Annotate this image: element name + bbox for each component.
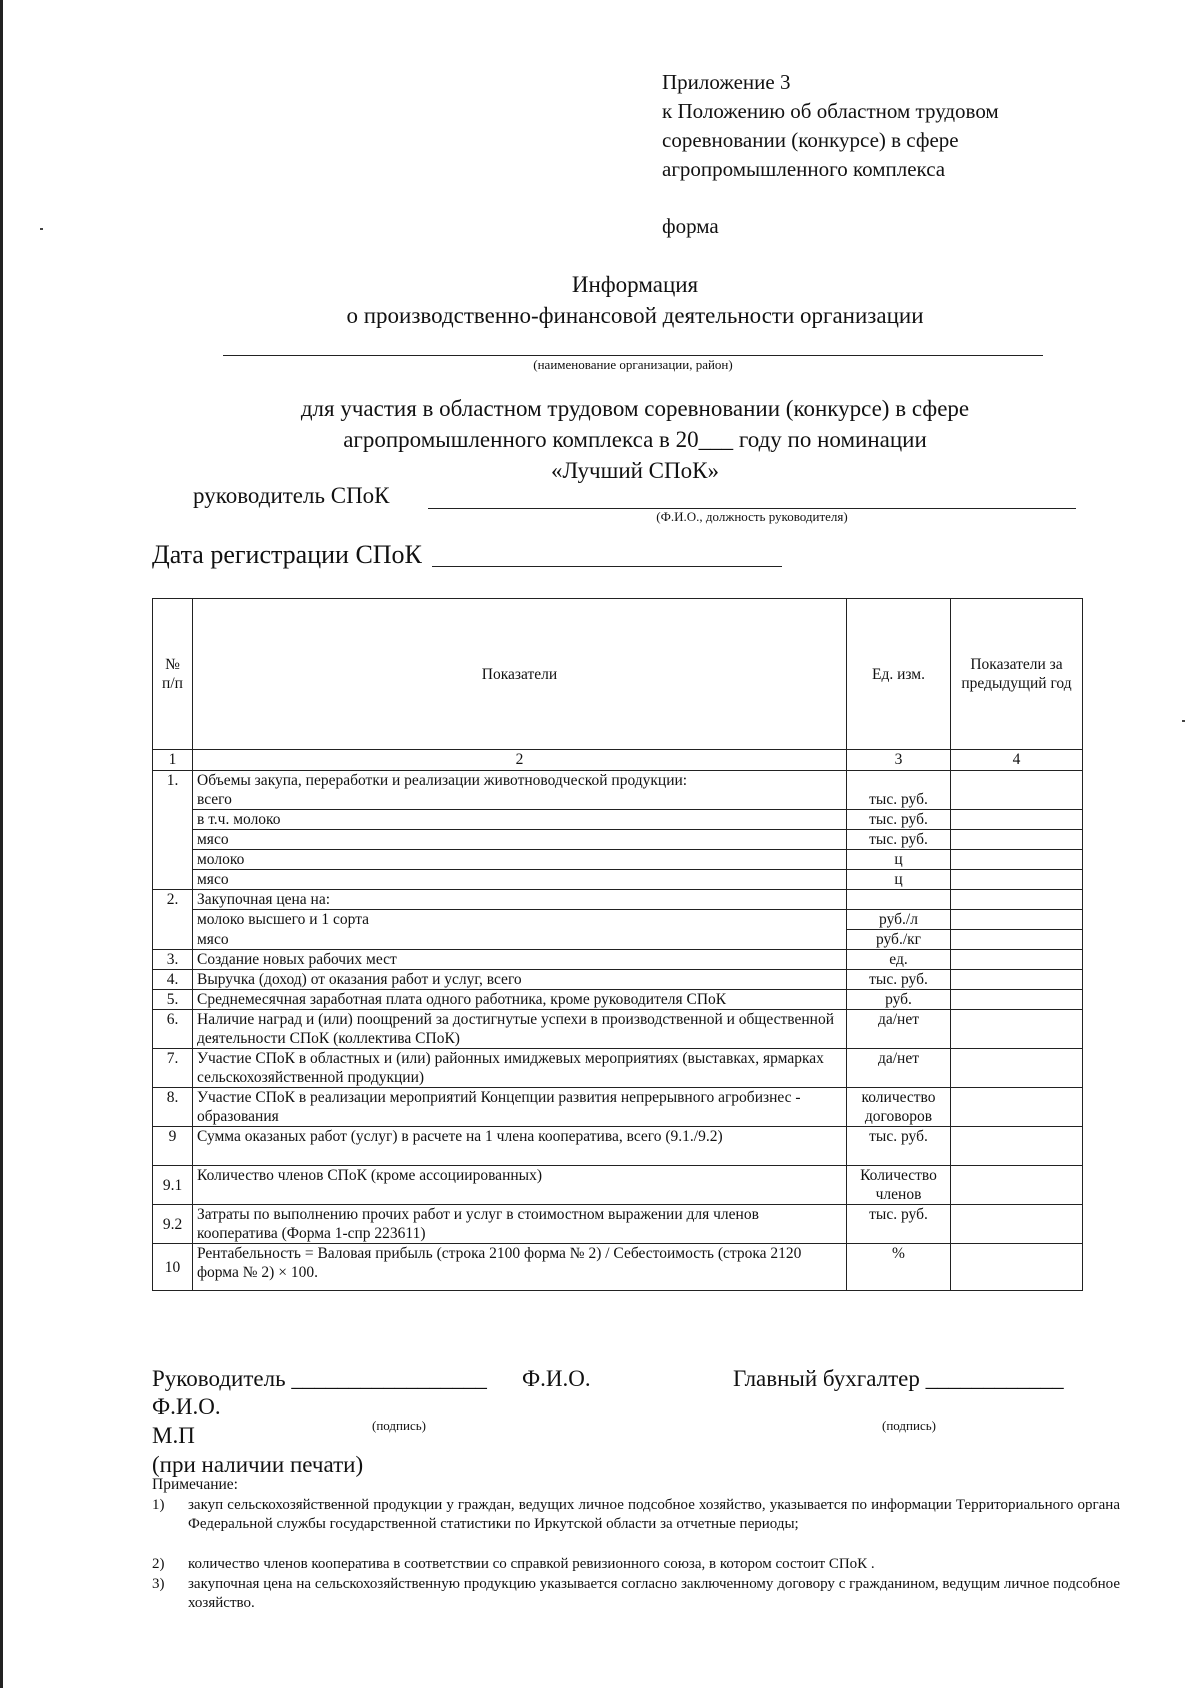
organization-name-line[interactable] (223, 355, 1043, 356)
row-value-cell[interactable] (951, 1244, 1083, 1291)
table-row (153, 1244, 1083, 1291)
scan-speck (40, 228, 43, 230)
row-unit: тыс. руб. (847, 970, 951, 990)
table-header-row (153, 599, 1083, 750)
table-row (153, 930, 1083, 950)
table-row (153, 970, 1083, 990)
row-num: 1. (153, 771, 193, 791)
table-row (153, 1127, 1083, 1166)
table-row (153, 771, 1083, 791)
row-num (153, 830, 193, 850)
row-unit: ц (847, 850, 951, 870)
row-num (153, 870, 193, 890)
table-row (153, 950, 1083, 970)
table-row (153, 910, 1083, 930)
row-unit: тыс. руб. (847, 830, 951, 850)
row-value-cell[interactable] (951, 930, 1083, 950)
table-row (153, 1049, 1083, 1088)
row-unit: тыс. руб. (847, 810, 951, 830)
row-value-cell[interactable] (951, 1127, 1083, 1166)
row-value-cell[interactable] (951, 890, 1083, 910)
row-value-cell[interactable] (951, 950, 1083, 970)
col-number: 4 (951, 750, 1083, 771)
row-text: Объемы закупа, переработки и реализации животноводческой продукции: (193, 771, 847, 791)
row-text: Закупочная цена на: (193, 890, 847, 910)
manager-signature-line: Руководитель _________________ (152, 1366, 487, 1391)
accountant-fio-label: Ф.И.О. (152, 1394, 221, 1419)
row-unit: да/нет (847, 1010, 951, 1049)
col-number: 3 (847, 750, 951, 771)
row-text: Рентабельность = Валовая прибыль (строка 2100 форма № 2) / Себестоимость (строка 2120 форма № 2) × 100. (193, 1244, 847, 1291)
row-value-cell[interactable] (951, 910, 1083, 930)
row-value-cell[interactable] (951, 990, 1083, 1010)
row-unit (847, 771, 951, 791)
row-num (153, 810, 193, 830)
row-value-cell[interactable] (951, 790, 1083, 810)
row-unit: тыс. руб. (847, 790, 951, 810)
row-value-cell[interactable] (951, 1088, 1083, 1127)
row-text: молоко высшего и 1 сорта (193, 910, 847, 930)
row-text: всего (193, 790, 847, 810)
note-item (152, 1555, 1120, 1574)
table-row (153, 1088, 1083, 1127)
row-value-cell[interactable] (951, 1010, 1083, 1049)
scan-speck (1182, 720, 1185, 722)
row-unit: % (847, 1244, 951, 1291)
row-text: Наличие наград и (или) поощрений за достигнутые успехи в производственной и общественной деятельности СПоК (коллектива СПоК) (193, 1010, 847, 1049)
row-num: 3. (153, 950, 193, 970)
row-unit: количество договоров (847, 1088, 951, 1127)
row-text: Сумма оказаных работ (услуг) в расчете на 1 члена кооператива, всего (9.1./9.2) (193, 1127, 847, 1166)
row-unit: да/нет (847, 1049, 951, 1088)
row-num: 8. (153, 1088, 193, 1127)
row-value-cell[interactable] (951, 830, 1083, 850)
participation-line: агропромышленного комплекса в 20___ году по номинации (343, 427, 927, 452)
row-text: мясо (193, 870, 847, 890)
row-unit: ед. (847, 950, 951, 970)
row-text: мясо (193, 830, 847, 850)
table-row (153, 790, 1083, 810)
row-text: мясо (193, 930, 847, 950)
notes-title: Примечание: (152, 1476, 238, 1493)
header-indicators: Показатели (193, 599, 847, 750)
row-num: 10 (153, 1244, 193, 1291)
row-unit: руб./кг (847, 930, 951, 950)
row-unit: тыс. руб. (847, 1205, 951, 1244)
table-row (153, 890, 1083, 910)
row-value-cell[interactable] (951, 810, 1083, 830)
header-unit: Ед. изм. (847, 599, 951, 750)
scan-left-edge (0, 0, 3, 1688)
signature-caption: (подпись) (882, 1418, 936, 1433)
note-number: 3) (152, 1576, 165, 1592)
row-unit: ц (847, 870, 951, 890)
row-value-cell[interactable] (951, 1049, 1083, 1088)
participation-text (0, 393, 1200, 486)
row-text: Количество членов СПоК (кроме ассоциированных) (193, 1166, 847, 1205)
row-value-cell[interactable] (951, 771, 1083, 791)
table-row (153, 1010, 1083, 1049)
appendix-header (662, 68, 999, 184)
row-text: Создание новых рабочих мест (193, 950, 847, 970)
indicators-table (152, 598, 1083, 1291)
header-prev-year: Показатели за предыдущий год (951, 599, 1083, 750)
table-row (153, 870, 1083, 890)
chief-accountant-signature-line: Главный бухгалтер ____________ (733, 1366, 1064, 1391)
table-row (153, 810, 1083, 830)
table-row (153, 990, 1083, 1010)
row-num: 9.2 (153, 1205, 193, 1244)
row-value-cell[interactable] (951, 870, 1083, 890)
row-value-cell[interactable] (951, 850, 1083, 870)
row-value-cell[interactable] (951, 970, 1083, 990)
registration-date-line[interactable] (432, 566, 782, 567)
organization-caption: (наименование организации, район) (533, 357, 733, 372)
row-num (153, 930, 193, 950)
note-text: закупочная цена на сельскохозяйственную продукцию указывается согласно заключенному договору с гражданином, ведущим личное подсобное хозяйство. (188, 1576, 1120, 1611)
note-text: закуп сельскохозяйственной продукции у граждан, ведущих личное подсобное хозяйство, указывается по информации Территориального органа Федеральной службы государственной статистики по Иркутской области за отчетные периоды; (188, 1497, 1120, 1532)
row-num (153, 850, 193, 870)
note-item (152, 1575, 1120, 1613)
registration-date-label: Дата регистрации СПоК (152, 540, 422, 569)
seal-note: (при наличии печати) (152, 1452, 364, 1477)
row-text: Участие СПоК в реализации мероприятий Концепции развития непрерывного агробизнес - образования (193, 1088, 847, 1127)
row-text: в т.ч. молоко (193, 810, 847, 830)
row-num (153, 790, 193, 810)
signature-caption: (подпись) (372, 1418, 426, 1433)
col-number: 1 (153, 750, 193, 771)
note-number: 2) (152, 1556, 165, 1572)
row-unit (847, 890, 951, 910)
row-num: 7. (153, 1049, 193, 1088)
manager-caption: (Ф.И.О., должность руководителя) (656, 509, 848, 524)
appendix-line: к Положению об областном трудовом (662, 99, 999, 123)
participation-line: «Лучший СПоК» (551, 458, 719, 483)
row-unit: Количество членов (847, 1166, 951, 1205)
participation-line: для участия в областном трудовом соревновании (конкурсе) в сфере (300, 396, 970, 421)
row-num: 9.1 (153, 1166, 193, 1205)
table-row (153, 1205, 1083, 1244)
row-text: Участие СПоК в областных и (или) районных имиджевых мероприятиях (выставках, ярмарках сельскохозяйственной продукции) (193, 1049, 847, 1088)
column-numbers-row (153, 750, 1083, 771)
row-text: Затраты по выполнению прочих работ и услуг в стоимостном выражении для членов кооператива (Форма 1-спр 223611) (193, 1205, 847, 1244)
row-unit: руб./л (847, 910, 951, 930)
appendix-line: агропромышленного комплекса (662, 157, 946, 181)
row-num: 4. (153, 970, 193, 990)
table-row (153, 1166, 1083, 1205)
row-num: 5. (153, 990, 193, 1010)
seal-place-label: М.П (152, 1423, 195, 1448)
row-value-cell[interactable] (951, 1205, 1083, 1244)
manager-fio-label: Ф.И.О. (522, 1366, 591, 1391)
row-num: 9 (153, 1127, 193, 1166)
row-num: 2. (153, 890, 193, 910)
col-number: 2 (193, 750, 847, 771)
row-value-cell[interactable] (951, 1166, 1083, 1205)
row-unit: руб. (847, 990, 951, 1010)
row-unit: тыс. руб. (847, 1127, 951, 1166)
header-num: № п/п (153, 599, 193, 750)
table-row (153, 830, 1083, 850)
table-row (153, 850, 1083, 870)
row-num (153, 910, 193, 930)
note-item (152, 1496, 1120, 1534)
appendix-line: Приложение 3 (662, 70, 791, 94)
row-text: молоко (193, 850, 847, 870)
manager-label: руководитель СПоК (193, 483, 390, 508)
appendix-line: соревновании (конкурсе) в сфере (662, 128, 959, 152)
row-num: 6. (153, 1010, 193, 1049)
row-text: Среднемесячная заработная плата одного работника, кроме руководителя СПоК (193, 990, 847, 1010)
note-number: 1) (152, 1497, 165, 1513)
form-label: форма (662, 214, 719, 238)
document-subtitle: о производственно-финансовой деятельности организации (346, 303, 924, 328)
row-text: Выручка (доход) от оказания работ и услуг, всего (193, 970, 847, 990)
note-text: количество членов кооператива в соответствии со справкой ревизионного союза, в котором состоит СПоК . (188, 1556, 875, 1572)
document-title: Информация (571, 272, 699, 297)
